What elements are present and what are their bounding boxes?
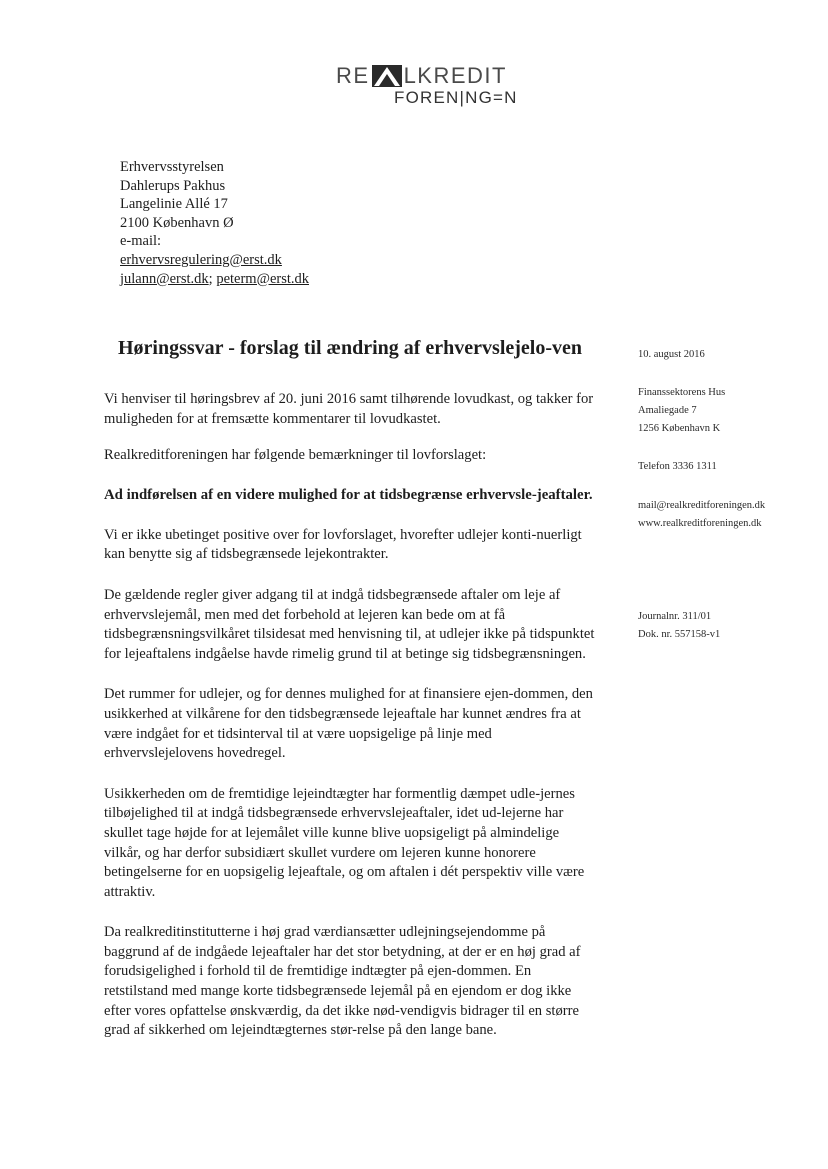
sender-website[interactable]: www.realkreditforeningen.dk [638, 518, 762, 529]
sender-address [638, 384, 725, 438]
letter-date [638, 346, 705, 364]
document-reference [638, 608, 720, 644]
recipient-email-line [120, 251, 309, 270]
paragraph: Usikkerheden om de fremtidige lejeindtægter har formentlig dæmpet udle-jernes tilbøjelighed til at indgå tidsbegrænsede erhvervslejeaftaler, idet ud-lejerne har skullet tage højde for at lejemålet ville kunne blive uopsigeligt på almindelige vilkår, og har derfor subsidiært skullet vurdere om lejeren kunne honorere betingelserne for en uopsigelig lejeaftale, og om aftalen i dét perspektiv ville være attraktiv. [104, 785, 585, 900]
realkredit-logo [336, 64, 536, 108]
recipient-email-line [120, 270, 309, 289]
page-title: Høringssvar - forslag til ændring af erhvervslejelo-ven [118, 337, 583, 359]
paragraph: Da realkreditinstitutterne i høj grad værdiansætter udlejningsejendomme på baggrund af de indgåede lejeaftaler har det stor betydning, at der er en høj grad af forudsigelighed i forhold til de fremtidige indtægter på ejen-dommen. En retstilstand med mange korte tidsbegrænsede lejemål på en ejendom er dog ikke efter vores opfattelse ønskværdig, da det ikke nød-vendigvis bidrager til en større grad af sikkerhed om lejeindtægternes stør-relse på den lange bane. [104, 924, 581, 1039]
phone-text: Telefon 3336 1311 [638, 461, 717, 472]
sender-phone [638, 458, 717, 476]
paragraph: De gældende regler giver adgang til at indgå tidsbegrænsede aftaler om leje af erhvervslejemål, men med det forbehold at lejeren kan bede om at få tidsbegrænsningsvilkåret tilsidesat med henvisning til, at udlejer ikke på tidspunktet for lejeaftalens indgåelse havde rimelig grund til at betinge sig tidsbegrænsningen. [104, 586, 595, 662]
logo-line1-right: LKREDIT [403, 63, 507, 88]
logo-line2: FOREN|NG=N [394, 88, 518, 107]
sender-contact [638, 497, 765, 533]
date-text: 10. august 2016 [638, 349, 705, 360]
paragraph: Vi er ikke ubetinget positive over for lovforslaget, hvorefter udlejer konti-nuerligt kan benytte sig af tidsbegrænsede lejekontrakter. [104, 526, 582, 563]
recipient-line: Langelinie Allé 17 [120, 196, 228, 213]
paragraph: Realkreditforeningen har følgende bemærkninger til lovforslaget: [104, 447, 487, 464]
email-separator: ; [208, 270, 217, 287]
email-link-erhvervsregulering[interactable]: erhvervsregulering@erst.dk [120, 251, 282, 268]
sender-address-line: Amaliegade 7 [638, 405, 697, 416]
document-number: Dok. nr. 557158-v1 [638, 629, 721, 640]
section-heading: Ad indførelsen af en videre mulighed for at tidsbegrænse erhvervsle-jeaftaler. [104, 486, 593, 503]
email-link-peterm[interactable]: peterm@erst.dk [216, 270, 309, 287]
sender-email[interactable]: mail@realkreditforeningen.dk [638, 500, 766, 511]
logo-line1-left: RE [336, 63, 370, 88]
logo-mark-icon [372, 65, 402, 87]
recipient-line: 2100 København Ø [120, 214, 234, 231]
email-link-julann-text[interactable]: julann@erst.dk [120, 270, 209, 287]
recipient-line: Erhvervsstyrelsen [120, 159, 224, 175]
paragraph: Det rummer for udlejer, og for dennes mulighed for at finansiere ejen-dommen, den usikkerhed at vilkårene for den tidsbegrænsede lejeaftale har kunnet ændres fra at være indgået for et tidsinterval til at være uopsigelige på linje med erhvervslejelovens hovedregel. [104, 686, 593, 762]
recipient-address [120, 158, 309, 288]
recipient-line: Dahlerups Pakhus [120, 177, 226, 194]
letter-body [104, 390, 598, 1041]
sender-address-line: 1256 København K [638, 423, 721, 434]
logo-line1 [336, 64, 536, 88]
journal-number: Journalnr. 311/01 [638, 611, 712, 622]
recipient-line: e-mail: [120, 233, 162, 250]
sender-address-line: Finanssektorens Hus [638, 387, 726, 398]
paragraph: Vi henviser til høringsbrev af 20. juni 2016 samt tilhørende lovudkast, og takker for muligheden for at fremsætte kommentarer til lovudkastet. [104, 391, 594, 427]
